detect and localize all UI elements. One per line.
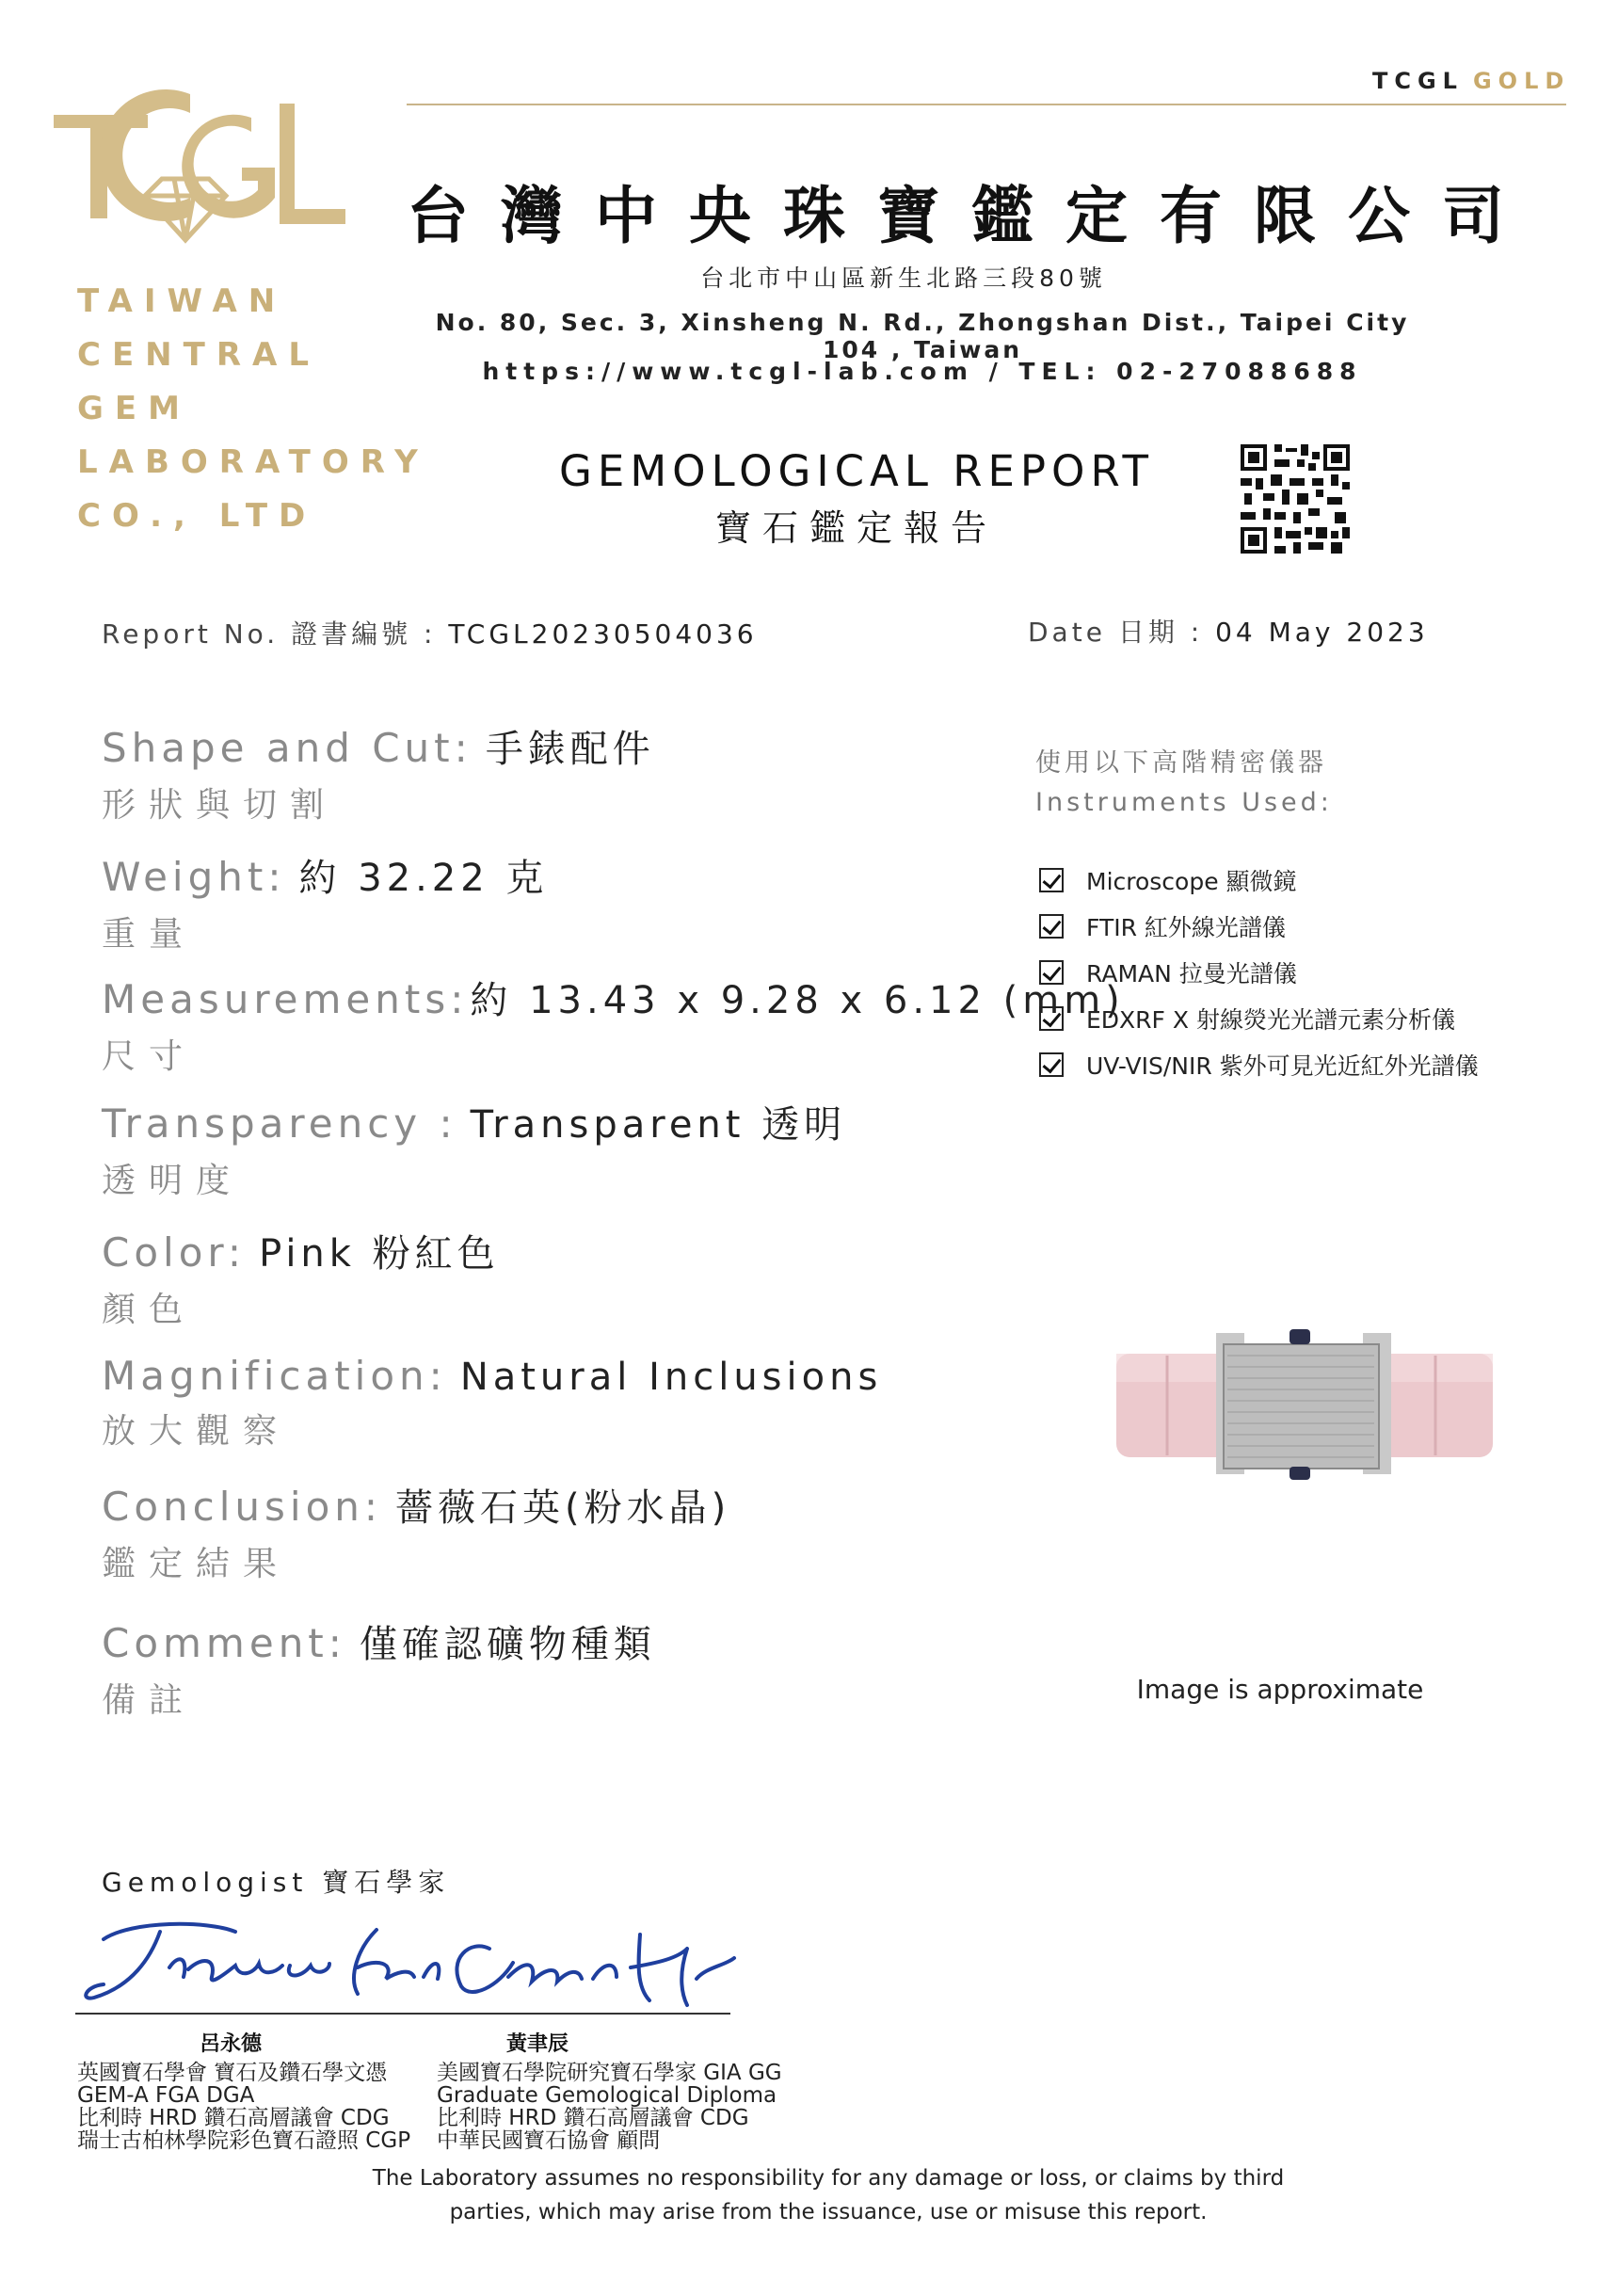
instruments-heading [1035, 744, 1333, 823]
lab-name-line: CO., LTD [77, 497, 317, 535]
signer-credentials [77, 2062, 410, 2152]
checkbox-checked-icon [1039, 1052, 1064, 1077]
field-value: 約 32.22 克 [298, 857, 549, 900]
report-number-label: Report No. 證書編號 : [102, 618, 449, 650]
field-shape-and-cut [102, 719, 655, 827]
checkbox-checked-icon [1039, 960, 1064, 985]
instrument-label: UV-VIS/NIR 紫外可見光近紅外光譜儀 [1086, 1052, 1479, 1080]
instrument-item [1039, 1041, 1479, 1087]
field-value: Pink 粉紅色 [259, 1232, 500, 1276]
credential-line: 美國寶石學院研究寶石學家 GIA GG [437, 2061, 782, 2085]
instruments-heading-cn: 使用以下高階精密儀器 [1035, 748, 1327, 778]
field-value: Transparent 透明 [470, 1103, 847, 1147]
lab-name-line: CENTRAL [77, 336, 320, 374]
lab-name-line: TAIWAN [77, 282, 287, 320]
instrument-label: Microscope 顯微鏡 [1086, 867, 1297, 895]
address-en: No. 80, Sec. 3, Xinsheng N. Rd., Zhongshan Dist., Taipei City 104 , Taiwan [435, 309, 1410, 363]
field-value: 約 13.43 x 9.28 x 6.12 (mm) [470, 979, 1125, 1022]
disclaimer-line: The Laboratory assumes no responsibility for any damage or loss, or claims by third [372, 2166, 1285, 2191]
field-magnification [102, 1353, 882, 1453]
field-label: Color: [102, 1229, 247, 1276]
brand-mark [1372, 68, 1570, 94]
field-label: Weight: [102, 854, 286, 900]
instruments-heading-en: Instruments Used: [1035, 788, 1333, 817]
brand-gold: GOLD [1472, 68, 1571, 94]
instrument-label: EDXRF X 射線熒光光譜元素分析儀 [1086, 1005, 1455, 1034]
lab-name-line: LABORATORY [77, 443, 429, 481]
report-date-label: Date 日期 : [1028, 617, 1216, 648]
report-date-value: 04 May 2023 [1215, 617, 1429, 648]
instrument-label: RAMAN 拉曼光譜儀 [1086, 959, 1297, 987]
signature-line [75, 2013, 730, 2015]
lab-name-logo-text [77, 275, 429, 543]
credential-line: 中華民國寶石協會 顧問 [437, 2128, 661, 2153]
instrument-item [1039, 903, 1479, 949]
field-measurements [102, 971, 1125, 1078]
field-sub-label: 重量 [102, 915, 197, 954]
field-label: Shape and Cut: [102, 725, 473, 771]
field-label: Magnification: [102, 1353, 447, 1399]
field-conclusion [102, 1478, 730, 1585]
credential-line: GEM-A FGA DGA [77, 2083, 255, 2108]
address-cn: 台北市中山區新生北路三段80號 [700, 265, 1107, 292]
tcgl-logo [49, 56, 350, 245]
qr-code[interactable] [1241, 444, 1350, 554]
gem-photo [1111, 1327, 1506, 1487]
field-label: Comment: [102, 1620, 346, 1666]
field-value: 手錶配件 [485, 728, 655, 771]
instrument-item [1039, 995, 1479, 1041]
field-sub-label: 透明度 [102, 1162, 244, 1200]
credential-line: Graduate Gemological Diploma [437, 2083, 777, 2108]
report-date [1028, 612, 1429, 650]
report-number [102, 614, 758, 651]
credential-line: 瑞士古柏林學院彩色寶石證照 CGP [77, 2128, 411, 2153]
field-sub-label: 形狀與切割 [102, 786, 338, 825]
instrument-item [1039, 857, 1479, 903]
report-number-value: TCGL20230504036 [448, 618, 758, 650]
field-sub-label: 鑑定結果 [102, 1545, 291, 1583]
instruments-list [1039, 857, 1479, 1087]
signer-name: 呂永德 [200, 2032, 263, 2056]
field-value: 薔薇石英(粉水晶) [395, 1486, 731, 1530]
image-caption: Image is approximate [1136, 1674, 1424, 1705]
disclaimer-line: parties, which may arise from the issuance, use or misuse this report. [449, 2200, 1208, 2224]
credential-line: 英國寶石學會 寶石及鑽石學文憑 [77, 2061, 388, 2085]
field-label: Conclusion: [102, 1484, 383, 1530]
checkbox-checked-icon [1039, 914, 1064, 939]
field-label: Transparency : [102, 1100, 457, 1147]
signer-name: 黃聿辰 [506, 2032, 569, 2056]
disclaimer [358, 2161, 1299, 2229]
field-sub-label: 備註 [102, 1681, 197, 1720]
signature-image [75, 1911, 753, 2015]
instrument-label: FTIR 紅外線光譜儀 [1086, 913, 1286, 941]
field-label: Measurements: [102, 976, 469, 1022]
report-title-cn: 寶石鑑定報告 [714, 507, 998, 549]
field-value: Natural Inclusions [459, 1356, 883, 1399]
lab-name-line: GEM [77, 390, 191, 427]
field-sub-label: 尺寸 [102, 1037, 197, 1076]
company-name-cn: 台灣中央珠寶鑑定有限公司 [407, 180, 1536, 252]
checkbox-checked-icon [1039, 1006, 1064, 1031]
signer-credentials [437, 2062, 782, 2152]
field-comment [102, 1614, 656, 1722]
field-value: 僅確認礦物種類 [359, 1623, 656, 1666]
report-title-en: GEMOLOGICAL REPORT [559, 446, 1154, 496]
field-sub-label: 顏色 [102, 1291, 197, 1329]
field-sub-label: 放大觀察 [102, 1412, 291, 1451]
website-and-phone: https://www.tcgl-lab.com / TEL: 02-27088688 [482, 358, 1363, 385]
field-color [102, 1224, 500, 1331]
gemologist-label: Gemologist 寶石學家 [102, 1867, 451, 1898]
instrument-item [1039, 949, 1479, 995]
field-transparency [102, 1095, 846, 1202]
field-weight [102, 848, 548, 955]
credential-line: 比利時 HRD 鑽石高層議會 CDG [437, 2106, 749, 2130]
credential-line: 比利時 HRD 鑽石高層議會 CDG [77, 2106, 390, 2130]
checkbox-checked-icon [1039, 868, 1064, 892]
brand-tcgl: TCGL [1372, 68, 1464, 94]
header-rule [407, 104, 1566, 105]
